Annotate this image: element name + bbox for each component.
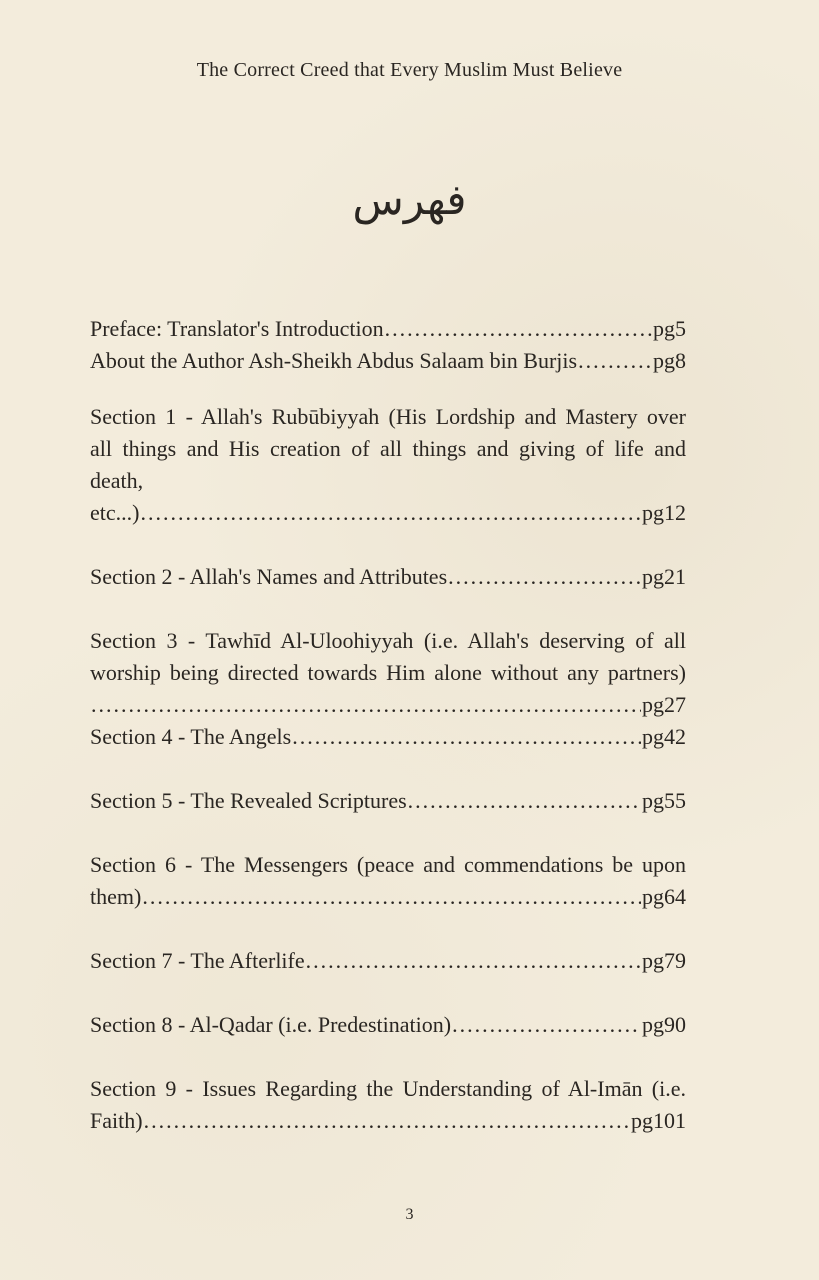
dot-leader [142,881,641,913]
toc-page-ref: pg55 [642,788,686,813]
toc-entry-section-1 [90,401,686,529]
spacer [90,377,686,401]
dot-leader [144,1105,630,1137]
toc-page-ref: pg21 [642,564,686,589]
arabic-contents-title: فهرس [352,175,467,224]
spacer [90,593,686,625]
toc-page-ref: pg90 [642,1012,686,1037]
dot-leader [292,721,641,753]
toc-entry-text: Faith) [90,1108,143,1133]
toc-entry-line: worship being directed towards Him alone without any partners) [90,660,686,685]
toc-page-ref: pg101 [631,1108,686,1133]
toc-page-ref: pg64 [642,884,686,909]
toc-entry-line: death, [90,468,144,493]
dot-leader [578,345,652,377]
toc-entry-preface [90,313,686,345]
toc-page-ref: pg42 [642,724,686,749]
dot-leader [385,313,652,345]
spacer [90,977,686,1009]
dot-leader [91,689,641,721]
toc-entry-section-3 [90,625,686,721]
dot-leader [140,497,641,529]
running-header: The Correct Creed that Every Muslim Must Believe [196,59,623,81]
dot-leader [408,785,641,817]
spacer [90,1041,686,1073]
toc-entry-text: them) [90,884,142,909]
page-number: 3 [405,1206,414,1223]
toc-entry-text: Section 5 - The Revealed Scriptures [90,788,407,813]
toc-page-ref: pg27 [642,692,686,717]
toc-page-ref: pg79 [642,948,686,973]
toc-entry-line: Section 3 - Tawhīd Al-Uloohiyyah (i.e. Allah's deserving of all [90,628,686,653]
toc-entry-line: Section 9 - Issues Regarding the Understanding of Al-Imān (i.e. [90,1076,686,1101]
toc-entry-text: Section 2 - Allah's Names and Attributes [90,564,448,589]
toc-entry-section-8 [90,1009,686,1041]
toc-entry-line: Section 6 - The Messengers (peace and commendations be upon [90,852,686,877]
toc-entry-text: Section 8 - Al-Qadar (i.e. Predestination) [90,1012,452,1037]
toc-page-ref: pg8 [653,348,686,373]
spacer [90,529,686,561]
spacer [90,913,686,945]
toc-entry-text: etc...) [90,500,140,525]
toc-entry-text: About the Author Ash-Sheikh Abdus Salaam bin Burjis [90,348,578,373]
dot-leader [452,1009,641,1041]
toc-entry-line: Section 1 - Allah's Rubūbiyyah (His Lordship and Mastery over [90,404,686,429]
toc-entry-line: all things and His creation of all things and giving of life and [90,436,686,461]
toc-entry-about-author [90,345,686,377]
toc-entry-text: Section 7 - The Afterlife [90,948,305,973]
spacer [90,817,686,849]
toc-entry-section-9 [90,1073,686,1137]
toc-entry-section-2 [90,561,686,593]
toc-page-ref: pg12 [642,500,686,525]
toc-page-ref: pg5 [653,316,686,341]
dot-leader [448,561,641,593]
toc-entry-text: Preface: Translator's Introduction [90,316,384,341]
toc-entry-section-4 [90,721,686,753]
table-of-contents [90,313,686,1137]
toc-entry-section-7 [90,945,686,977]
toc-entry-text: Section 4 - The Angels [90,724,292,749]
toc-entry-section-6 [90,849,686,913]
spacer [90,753,686,785]
toc-entry-section-5 [90,785,686,817]
dot-leader [306,945,641,977]
